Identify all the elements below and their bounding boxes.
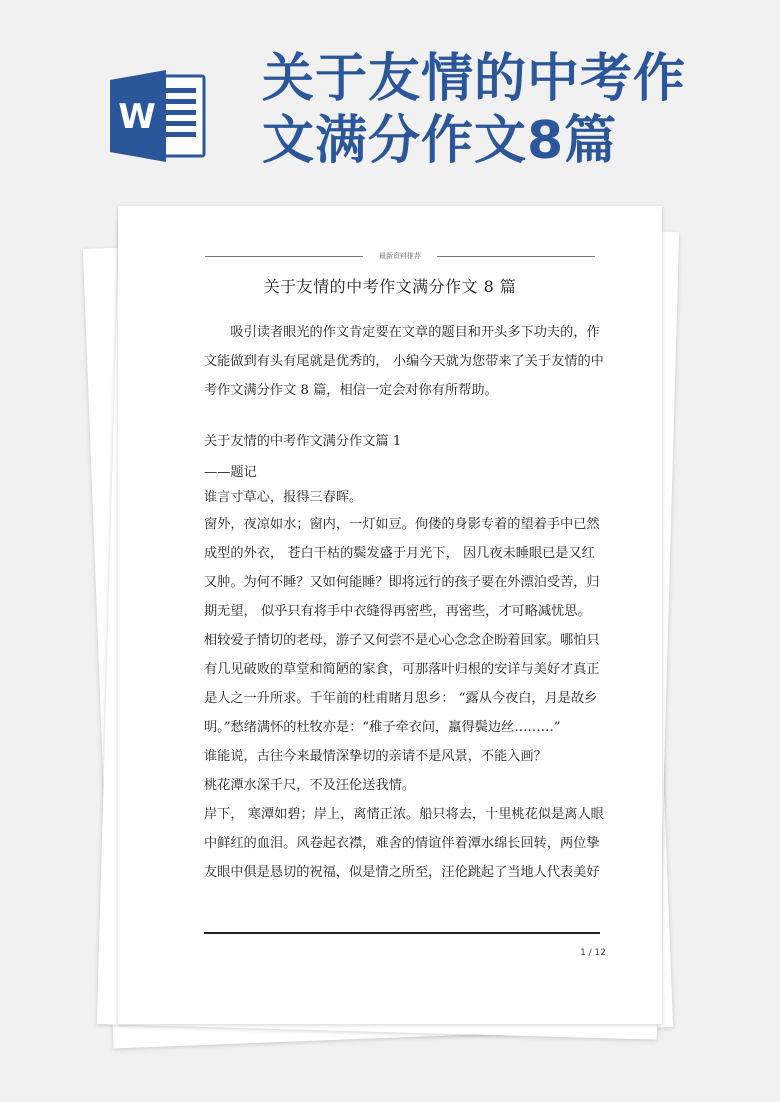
footer-divider xyxy=(204,932,600,934)
body-paragraph: 桃花潭水深千尺，不及汪伦送我情。 xyxy=(204,778,415,793)
section-title: 关于友情的中考作文满分作文篇 1 xyxy=(204,434,402,449)
body-paragraph: 岸下， 寒潭如碧；岸上，离情正浓。船只将去，十里桃花似是离人眼中鲜红的血泪。风卷起衣襟，难舍的情谊伴着潭水绵长回转，两位挚友眼中俱是恳切的祝福，似是情之所至，汪伦跳起了当地人代表美好 xyxy=(204,807,604,880)
poem-line: 谁言寸草心，报得三春晖。 xyxy=(204,490,363,505)
title-line-2: 文满分作文8篇 xyxy=(262,111,618,171)
title-line-1: 关于友情的中考作 xyxy=(262,49,687,109)
word-icon-letter: W xyxy=(118,97,156,137)
body-paragraph: 谁能说，古往今来最情深挚切的亲请不是风景，不能入画？ xyxy=(204,749,547,764)
epigraph-line: ——题记 xyxy=(204,465,257,480)
body-paragraph: 窗外，夜凉如水；窗内，一灯如豆。佝偻的身影专着的望着手中已然成型的外衣， 苍白干枯的鬓发盛于月光下， 因几夜未睡眼已是又红又肿。为何不睡？又如何能睡？即将远行的孩子要在外漂泊受苦，归期无望， 似乎只有将手中衣缝得再密些，再密些，才可略减忧思。 xyxy=(204,517,600,619)
doc-title: 关于友情的中考作文满分作文 8 篇 xyxy=(263,277,517,296)
page-number: 1 / 12 xyxy=(580,948,606,958)
body-paragraph: 相较爱子情切的老母，游子又何尝不是心心念念企盼着回家。哪怕只有几见破败的草堂和简陋的家食，可那落叶归根的安详与美好才真正是人之一升所求。千年前的杜甫睹月思乡： “露从今夜白，月是故乡明。”愁绪满怀的杜牧亦是：“稚子牵衣问，羸得鬓边丝………” xyxy=(204,633,600,735)
doc-body xyxy=(204,318,606,887)
intro-paragraph: 吸引读者眼光的作文肯定要在文章的题目和开头多下功夫的，作文能做到有头有尾就是优秀的， 小编今天就为您带来了关于友情的中考作文满分作文 8 篇，相信一定会对你有所帮助。 xyxy=(204,325,604,398)
word-document-icon xyxy=(110,66,210,166)
doc-header: 最新资料推荐 xyxy=(205,250,595,262)
document-page xyxy=(118,206,662,1024)
page-title xyxy=(262,48,762,172)
